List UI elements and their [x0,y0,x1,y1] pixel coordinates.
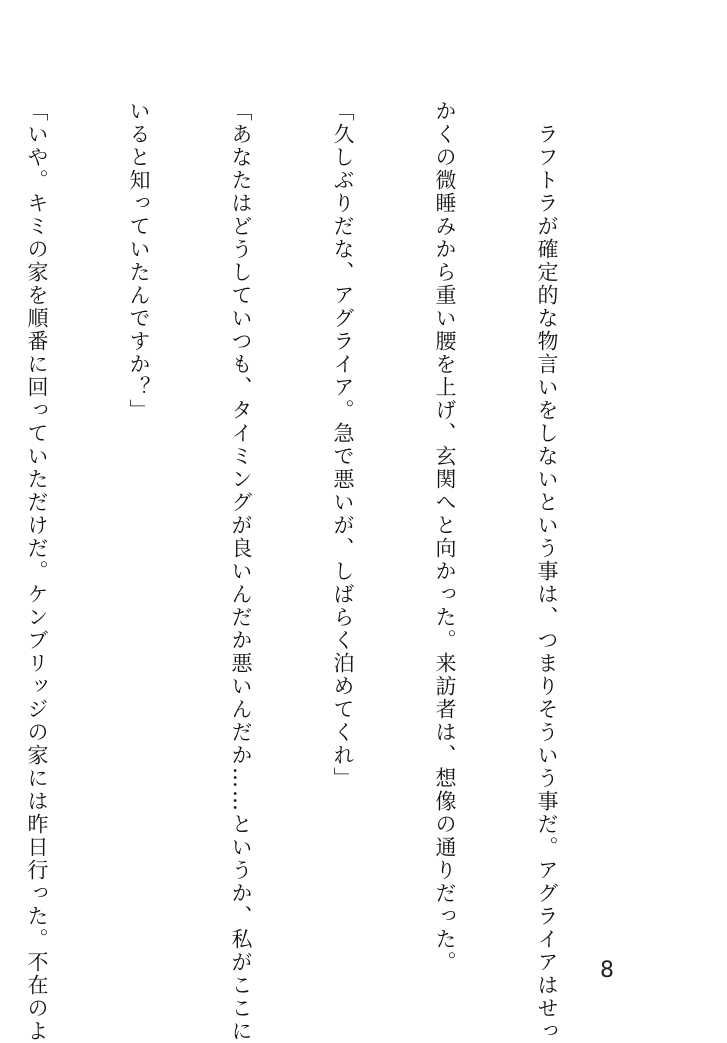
text-line: 「あなたはどうしていつも、タイミングが良いんだか悪いんだか……というか、私がここに [229,100,253,1043]
page-number: 8 [600,958,614,983]
text-line: いると知っていたんですか？」 [127,100,151,422]
text-line: 「久しぶりだな、アグライア。急で悪いが、しばらく泊めてくれ」 [331,100,355,790]
text-line: ラフトラが確定的な物言いをしないという事は、つまりそういう事だ。アグライアはせっ [535,100,559,1043]
text-line: 「いや。キミの家を順番に回っていただけだ。ケンブリッジの家には昨日行った。不在のよ [25,100,49,1043]
text-line: かくの微睡みから重い腰を上げ、玄関へと向かった。来訪者は、想像の通りだった。 [433,100,457,974]
vertical-text-body [0,100,632,1043]
